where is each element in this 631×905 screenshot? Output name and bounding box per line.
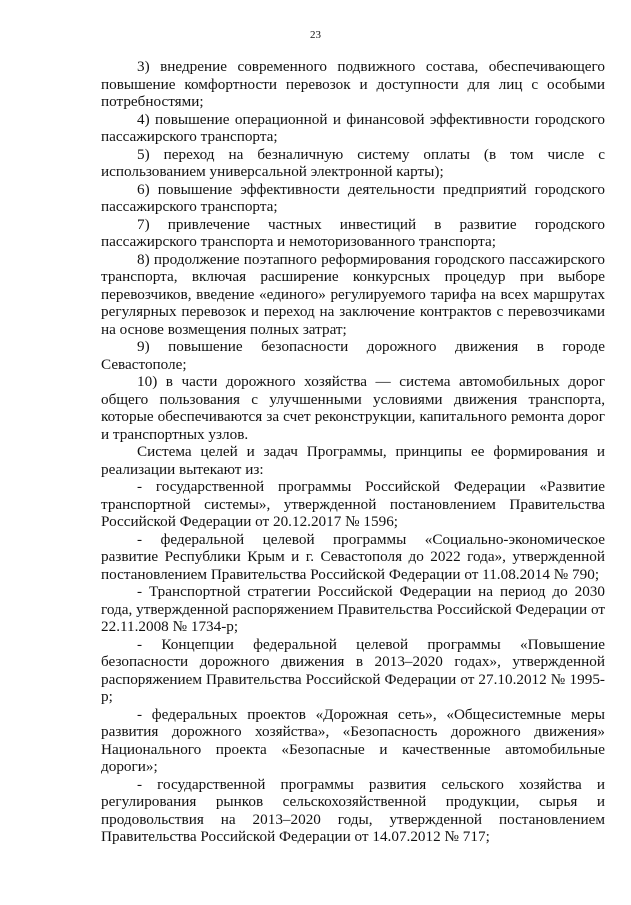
paragraph: 8) продолжение поэтапного реформирования городского пассажирского транспорта, включая расширение конкурсных процедур при выборе перевозчиков, введение «единого» регулируемого тарифа на всех маршрутах регулярных перевозок и переход на заключение контрактов с перевозчиками на основе возмещения полных затрат; <box>101 250 605 338</box>
paragraph: - федеральной целевой программы «Социально-экономическое развитие Республики Крым и г. Севастополя до 2022 года», утвержденной постановлением Правительства Российской Федерации от 11.08.2014 № 790; <box>101 530 605 583</box>
paragraph: - Транспортной стратегии Российской Федерации на период до 2030 года, утвержденной распоряжением Правительства Российской Федерации от 22.11.2008 № 1734-р; <box>101 583 605 635</box>
paragraph: - федеральных проектов «Дорожная сеть», «Общесистемные меры развития дорожного хозяйства», «Безопасность дорожного движения» Национального проекта «Безопасные и качественные автомобильные дороги»; <box>101 705 605 775</box>
paragraph: Система целей и задач Программы, принципы ее формирования и реализации вытекают из: <box>101 443 605 478</box>
paragraph: 9) повышение безопасности дорожного движения в городе Севастополе; <box>101 338 605 373</box>
paragraph: 3) внедрение современного подвижного состава, обеспечивающего повышение комфортности перевозок и доступности для лиц с особыми потребностями; <box>101 58 605 110</box>
paragraph: - государственной программы развития сельского хозяйства и регулирования рынков сельскохозяйственной продукции, сырья и продовольствия на 2013–2020 годы, утвержденной постановлением Правительства Российской Федерации от 14.07.2012 № 717; <box>101 775 605 845</box>
paragraph: 10) в части дорожного хозяйства — система автомобильных дорог общего пользования с улучшенными условиями движения транспорта, которые обеспечиваются за счет реконструкции, капитального ремонта дорог и транспортных узлов. <box>101 373 605 443</box>
paragraph: 5) переход на безналичную систему оплаты (в том числе с использованием универсальной электронной карты); <box>101 145 605 180</box>
page-number: 23 <box>310 29 321 41</box>
document-body <box>101 58 605 846</box>
paragraph: 4) повышение операционной и финансовой эффективности городского пассажирского транспорта; <box>101 110 605 145</box>
paragraph: - Концепции федеральной целевой программы «Повышение безопасности дорожного движения в 2013–2020 годах», утвержденной распоряжением Правительства Российской Федерации от 27.10.2012 № 1995-р; <box>101 635 605 705</box>
paragraph: 7) привлечение частных инвестиций в развитие городского пассажирского транспорта и немоторизованного транспорта; <box>101 215 605 250</box>
paragraph: - государственной программы Российской Федерации «Развитие транспортной системы», утвержденной постановлением Правительства Российской Федерации от 20.12.2017 № 1596; <box>101 478 605 530</box>
paragraph: 6) повышение эффективности деятельности предприятий городского пассажирского транспорта; <box>101 180 605 215</box>
